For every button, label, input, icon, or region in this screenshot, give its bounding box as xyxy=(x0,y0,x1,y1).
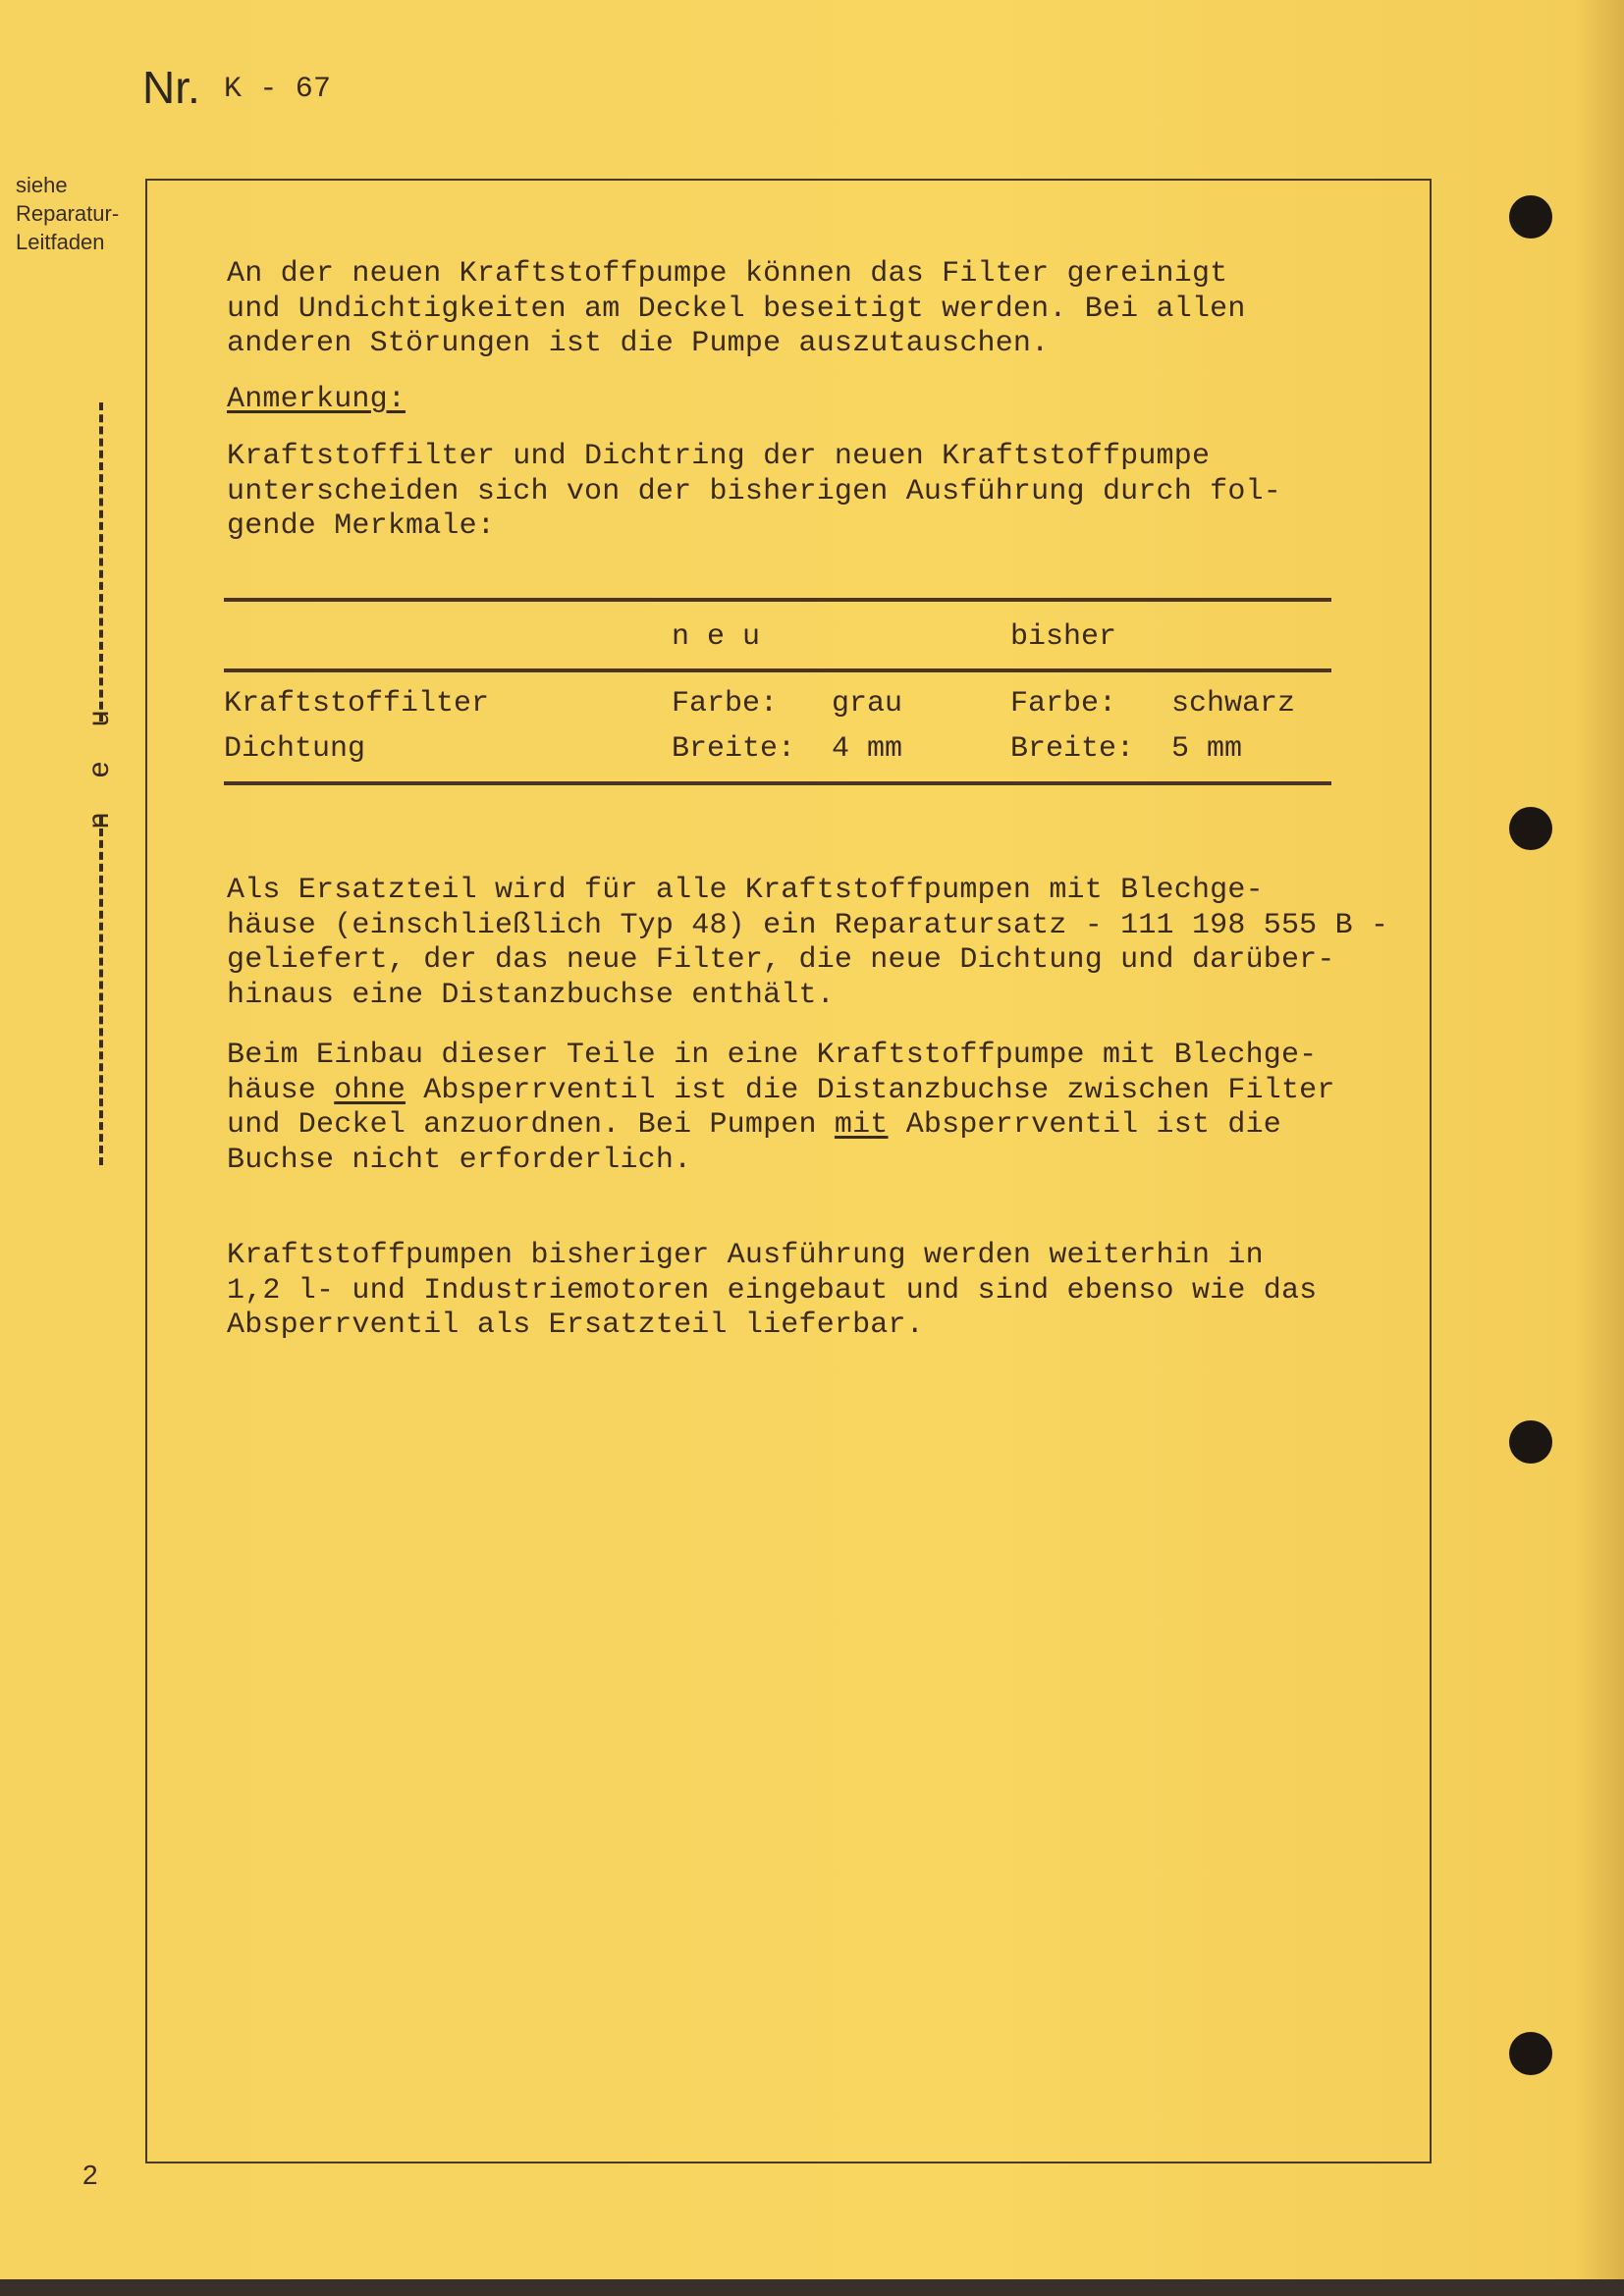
margin-text: siehe xyxy=(16,173,68,197)
paragraph-3: Als Ersatzteil wird für alle Kraftstoffpumpen mit Blechge- häuse (einschließlich Typ 48) ein Reparatursatz - 111 198 555 B - geliefert, der das neue Filter, die neue Dichtung und darüber- hinaus eine Distanzbuchse enthält. xyxy=(227,874,1389,1012)
scan-edge xyxy=(0,2279,1624,2296)
old-value: schwarz xyxy=(1171,687,1296,721)
bulletin-number-label: Nr. xyxy=(142,62,200,113)
table-rule-top xyxy=(224,598,1331,602)
bulletin-number: K - 67 xyxy=(224,73,332,106)
see-repair-guide-note xyxy=(16,171,119,256)
old-value: 5 mm xyxy=(1171,732,1243,766)
old-label: Farbe: xyxy=(1010,687,1117,721)
table-rule-bottom xyxy=(224,781,1331,785)
change-bar-bottom xyxy=(99,817,103,1165)
punch-hole xyxy=(1509,195,1552,239)
header-previous: bisher xyxy=(1010,620,1117,654)
row-item: Dichtung xyxy=(224,732,366,766)
header-new: n e u xyxy=(672,620,761,654)
page-number: 2 xyxy=(82,2160,98,2190)
paragraph-1: An der neuen Kraftstoffpumpe können das Filter gereinigt und Undichtigkeiten am Deckel beseitigt werden. Bei allen anderen Störungen ist die Pumpe auszutauschen. xyxy=(227,257,1246,360)
row-item: Kraftstoffilter xyxy=(224,687,490,721)
paragraph-5: Kraftstoffpumpen bisheriger Ausführung werden weiterhin in 1,2 l- und Industriemotoren eingebaut und sind ebenso wie das Absperrventil als Ersatzteil lieferbar. xyxy=(227,1239,1318,1342)
new-value: 4 mm xyxy=(832,732,903,766)
punch-hole xyxy=(1509,2032,1552,2075)
new-label: Breite: xyxy=(672,732,796,766)
punch-hole xyxy=(1509,1420,1552,1464)
paragraph-4: Beim Einbau dieser Teile in eine Kraftstoffpumpe mit Blechge- häuse ohne Absperrventil ist die Distanzbuchse zwischen Filter und Deckel anzuordnen. Bei Pumpen mit Absperrventil ist die Buchse nicht erforderlich. xyxy=(227,1039,1335,1177)
punch-hole xyxy=(1509,807,1552,850)
old-label: Breite: xyxy=(1010,732,1135,766)
change-bar-top xyxy=(99,402,103,721)
table-rule-mid xyxy=(224,668,1331,672)
new-marker: n e u xyxy=(84,702,118,830)
paragraph-2: Kraftstoffilter und Dichtring der neuen Kraftstoffpumpe unterscheiden sich von der bisherigen Ausführung durch fol- gende Merkmale: xyxy=(227,440,1281,543)
new-label: Farbe: xyxy=(672,687,779,721)
note-heading: Anmerkung: xyxy=(227,383,406,416)
margin-text: Reparatur- xyxy=(16,201,120,226)
new-value: grau xyxy=(832,687,903,721)
margin-text: Leitfaden xyxy=(16,230,105,254)
